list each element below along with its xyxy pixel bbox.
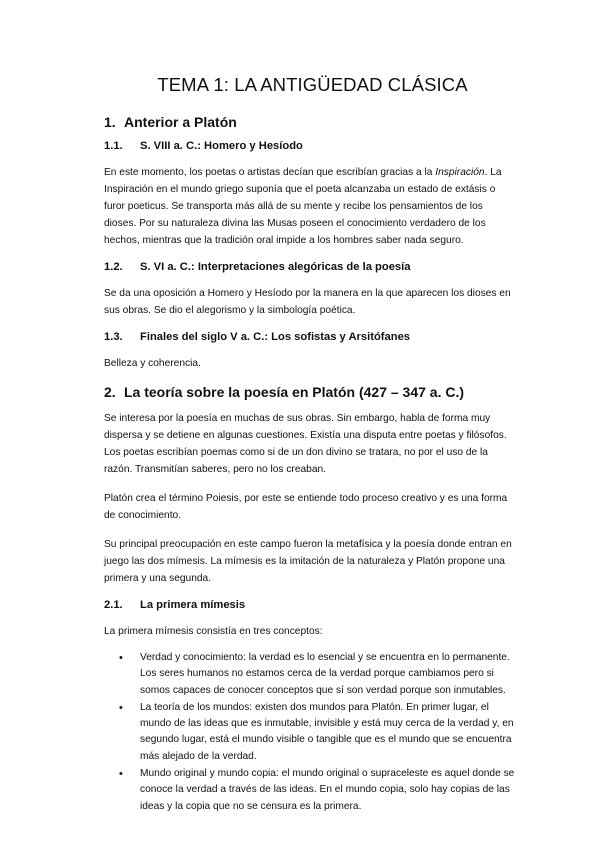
document-title: TEMA 1: LA ANTIGÜEDAD CLÁSICA [157, 74, 468, 95]
list-item-text: Verdad y conocimiento: la verdad es lo esencial y se encuentra en lo permanente. Los seres humanos no estamos cerca de la verdad porque cambiamos pero si somos capaces de conocer conceptos que sí son verdad porque son inmutables. [140, 652, 510, 696]
subsection-title: S. VIII a. C.: Homero y Hesíodo [140, 140, 303, 152]
bullet-icon: • [119, 768, 123, 781]
list-item-text: La teoría de los mundos: existen dos mundos para Platón. En primer lugar, el mundo de las ideas que es inmutable, invisible y está muy cerca de la verdad y, en segundo lugar, está el mundo visible o tangible que es el mundo que se encuentra más alejado de la verdad. [140, 701, 514, 762]
subsection-heading-1-1 [104, 140, 515, 152]
subsection-title: La primera mímesis [140, 599, 246, 611]
paragraph-poiesis: Platón crea el término Poiesis, por este se entiende todo proceso creativo y es una forma de conocimiento. [104, 493, 508, 521]
concept-list [104, 650, 515, 815]
paragraph-mimesis: Su principal preocupación en este campo fueron la metafísica y la poesía donde entran en juego las dos mímesis. La mímesis es la imitación de la naturaleza y Platón propone una primera y una segunda. [104, 539, 512, 584]
subsection-heading-1-2 [104, 261, 515, 273]
list-item-text: Mundo original y mundo copia: el mundo original o supraceleste es aquel donde se conoce la verdad a través de las ideas. En el mundo copia, solo hay copias de las ideas y la copia que no se censura es la primera. [140, 768, 515, 812]
emphasis-inspiracion: Inspiración [435, 167, 485, 178]
subsection-heading-1-3 [104, 331, 515, 343]
section-title: La teoría sobre la poesía en Platón (427 – 347 a. C.) [124, 384, 465, 400]
subsection-number: 1.1. [104, 140, 123, 152]
bullet-icon: • [119, 652, 123, 664]
section-title: Anterior a Platón [124, 114, 237, 130]
section-number: 2. [104, 384, 116, 400]
section-heading-2 [104, 384, 515, 400]
list-item [104, 700, 515, 765]
paragraph-alegorismo: Se da una oposición a Homero y Hesíodo por la manera en la que aparecen los dioses en sus obras. Se dio el alegorismo y la simbología poética. [104, 288, 511, 316]
subsection-heading-2-1 [104, 599, 515, 611]
list-item [104, 766, 515, 815]
subsection-number: 1.2. [104, 261, 123, 273]
paragraph-text: . La Inspiración en el mundo griego suponía que el poeta alcanzaba un estado de extásis o furor poeticus. Se transporta más allá de su mente y recibe los pensamientos de los dioses. Por su naturaleza divina las Musas poseen el conocimiento verdadero de los hechos, mientras que la tradición oral impide a los hombres saber nada seguro. [104, 167, 502, 246]
section-number: 1. [104, 114, 116, 130]
section-heading-1 [104, 114, 515, 130]
bullet-icon: • [119, 701, 123, 714]
paragraph-belleza: Belleza y coherencia. [104, 358, 201, 369]
subsection-number: 2.1. [104, 599, 123, 611]
paragraph-platon-intro: Se interesa por la poesía en muchas de sus obras. Sin embargo, habla de forma muy dispersa y se detiene en algunas cuestiones. Existía una disputa entre poetas y filósofos. Los poetas escribían poemas como si de un don divino se tratara, no por el uso de la razón. Transmitían saberes, pero no los creaban. [104, 413, 507, 475]
paragraph-inspiracion [104, 164, 515, 249]
subsection-title: Finales del siglo V a. C.: Los sofistas y Arsitófanes [140, 331, 411, 343]
subsection-number: 1.3. [104, 331, 123, 343]
paragraph-text: En este momento, los poetas o artistas decían que escribían gracias a la [104, 167, 436, 178]
list-item [104, 650, 515, 699]
paragraph-primera-mimesis: La primera mímesis consistía en tres conceptos: [104, 626, 323, 637]
subsection-title: S. VI a. C.: Interpretaciones alegóricas de la poesía [140, 261, 411, 273]
